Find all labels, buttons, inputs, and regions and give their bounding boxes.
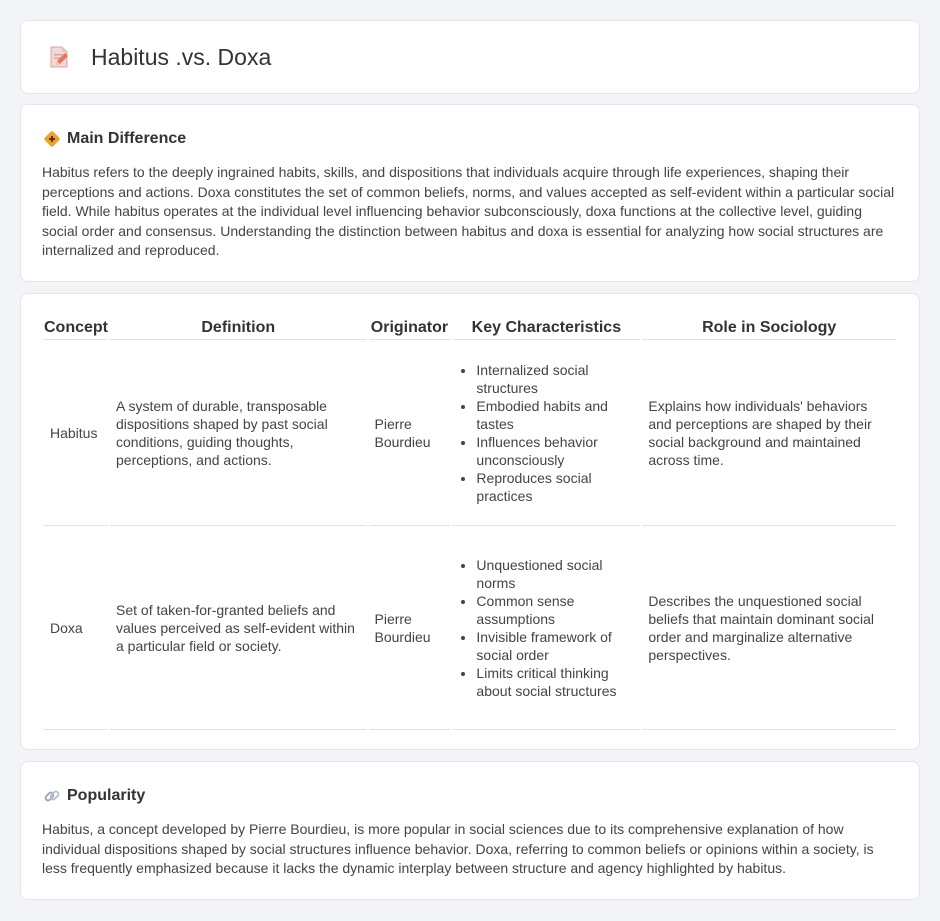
role-cell: Describes the unquestioned social beliefs that maintain dominant social order and marginalize alternative perspectives. xyxy=(642,526,896,730)
comparison-table-card xyxy=(20,293,920,750)
list-item: • Influences behavior unconsciously xyxy=(476,433,634,469)
popularity-text: Habitus, a concept developed by Pierre Bourdieu, is more popular in social sciences due to its comprehensive explanation of how individual dispositions shaped by social structures influence behavior. Doxa, referring to common beliefs or opinions within a society, is less frequently emphasized because it lacks the dynamic interplay between structure and agency highlighted by habitus. xyxy=(42,821,874,876)
page-title: Habitus .vs. Doxa xyxy=(91,43,272,70)
role-cell: Explains how individuals' behaviors and perceptions are shaped by their social background and maintained across time. xyxy=(642,340,896,526)
definition-cell: Set of taken-for-granted beliefs and values perceived as self-evident within a particular field or society. xyxy=(110,526,367,730)
column-header: Definition xyxy=(110,314,367,340)
list-item: • Internalized social structures xyxy=(476,361,634,397)
list-item: • Unquestioned social norms xyxy=(476,556,634,592)
main-difference-heading: Main Difference xyxy=(67,130,187,147)
originator-cell: Pierre Bourdieu xyxy=(369,526,451,730)
title-card xyxy=(20,20,920,94)
list-item: • Limits critical thinking about social structures xyxy=(476,664,634,700)
popularity-heading: Popularity xyxy=(67,787,146,804)
column-header: Key Characteristics xyxy=(452,314,640,340)
concept-cell: Habitus xyxy=(44,340,108,526)
table-row xyxy=(44,340,896,526)
main-difference-card xyxy=(20,104,920,282)
column-header: Role in Sociology xyxy=(642,314,896,340)
characteristics-list xyxy=(458,361,634,505)
originator-cell: Pierre Bourdieu xyxy=(369,340,451,526)
list-item: • Common sense assumptions xyxy=(476,592,634,628)
characteristics-cell xyxy=(452,340,640,526)
list-item: • Invisible framework of social order xyxy=(476,628,634,664)
definition-cell: A system of durable, transposable dispositions shaped by past social conditions, guiding thoughts, perceptions, and actions. xyxy=(110,340,367,526)
column-header: Originator xyxy=(369,314,451,340)
concept-cell: Doxa xyxy=(44,526,108,730)
list-item: • Embodied habits and tastes xyxy=(476,397,634,433)
link-icon xyxy=(43,787,61,805)
characteristics-list xyxy=(458,556,634,700)
list-item: • Reproduces social practices xyxy=(476,469,634,505)
main-difference-text: Habitus refers to the deeply ingrained habits, skills, and dispositions that individuals acquire through life experiences, shaping their perceptions and actions. Doxa constitutes the set of common beliefs, norms, and values accepted as self-evident within a particular social field. While habitus operates at the individual level influencing behavior subconsciously, doxa functions at the collective level, guiding social order and consensus. Understanding the distinction between habitus and doxa is essential for analyzing how social structures are internalized and reproduced. xyxy=(42,164,895,258)
table-header-row xyxy=(44,314,896,340)
popularity-card xyxy=(20,761,920,900)
characteristics-cell xyxy=(452,526,640,730)
comparison-table xyxy=(42,314,898,730)
table-row xyxy=(44,526,896,730)
column-header: Concept xyxy=(44,314,108,340)
diamond-sign-icon xyxy=(43,130,61,148)
document-pencil-icon xyxy=(47,45,71,69)
